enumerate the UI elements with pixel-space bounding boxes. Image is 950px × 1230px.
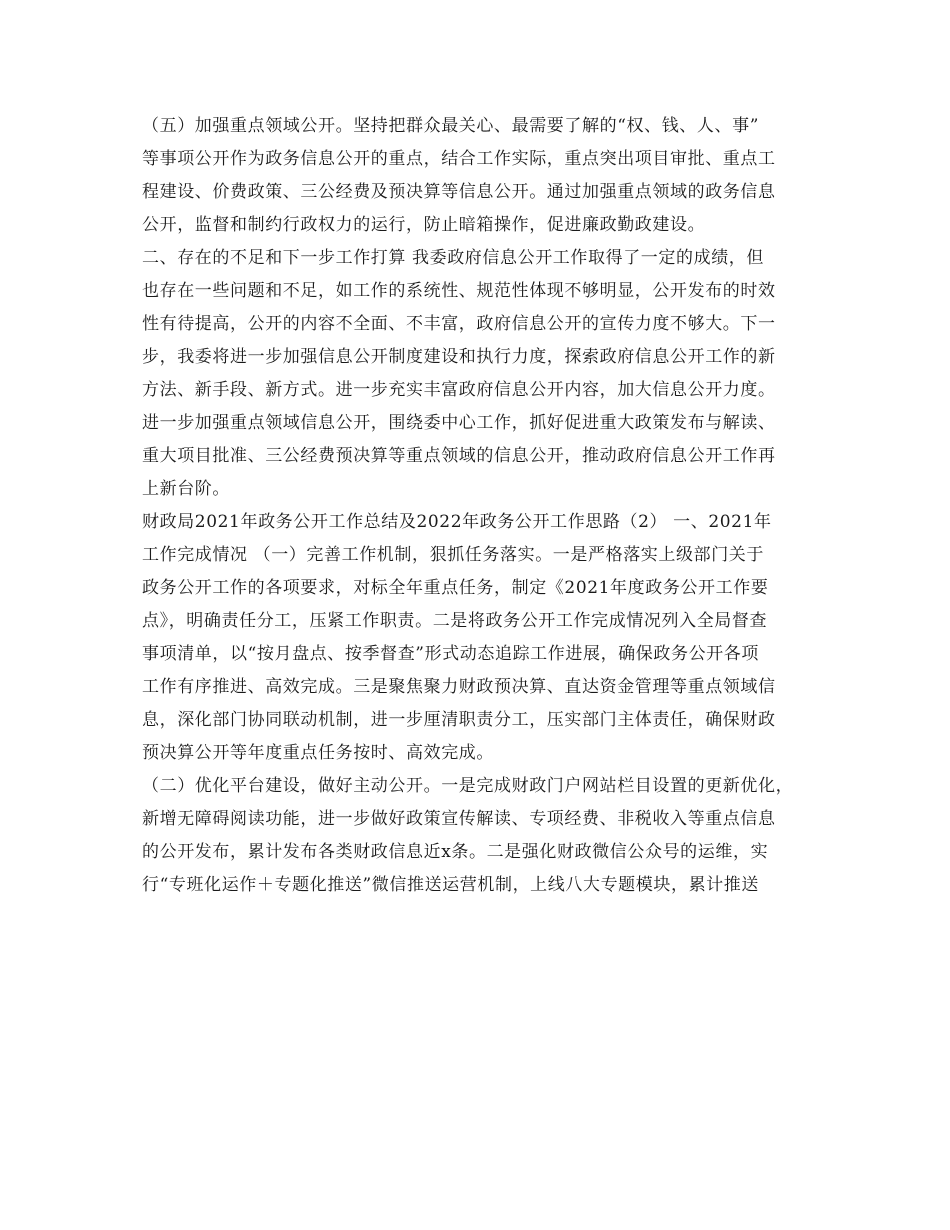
text-line: （二）优化平台建设，做好主动公开。一是完成财政门户网站栏目设置的更新优化， (142, 776, 794, 796)
document-body (142, 110, 842, 902)
text-line: 息，深化部门协同联动机制，进一步厘清职责分工，压实部门主体责任，确保财政 (142, 710, 776, 730)
text-line: 行“专班化运作＋专题化推送”微信推送运营机制，上线八大专题模块，累计推送 (142, 875, 759, 895)
text-line: 工作有序推进、高效完成。三是聚焦聚力财政预决算、直达资金管理等重点领域信 (142, 677, 776, 697)
text-line: 事项清单，以“按月盘点、按季督查”形式动态追踪工作进展，确保政务公开各项 (142, 644, 759, 664)
text-line: 重大项目批准、三公经费预决算等重点领域的信息公开，推动政府信息公开工作再 (142, 446, 776, 466)
text-line: 政务公开工作的各项要求，对标全年重点任务，制定《2021年度政务公开工作要 (142, 578, 769, 598)
text-line: 等事项公开作为政务信息公开的重点，结合工作实际，重点突出项目审批、重点工 (142, 149, 776, 169)
text-line: 财政局2021年政务公开工作总结及2022年政务公开工作思路（2） 一、2021年 (142, 512, 772, 532)
text-line: 方法、新手段、新方式。进一步充实丰富政府信息公开内容，加大信息公开力度。 (142, 380, 776, 400)
text-line: 也存在一些问题和不足，如工作的系统性、规范性体现不够明显，公开发布的时效 (142, 281, 776, 301)
text-line: 预决算公开等年度重点任务按时、高效完成。 (142, 743, 494, 763)
text-line: 程建设、价费政策、三公经费及预决算等信息公开。通过加强重点领域的政务信息 (142, 182, 776, 202)
text-line: 点》，明确责任分工，压紧工作职责。二是将政务公开工作完成情况列入全局督查 (142, 611, 768, 631)
text-line: 工作完成情况 （一）完善工作机制，狠抓任务落实。一是严格落实上级部门关于 (142, 545, 765, 565)
text-line: 步，我委将进一步加强信息公开制度建设和执行力度，探索政府信息公开工作的新 (142, 347, 776, 367)
text-line: （五）加强重点领域公开。坚持把群众最关心、最需要了解的“权、钱、人、事” (142, 116, 759, 136)
text-line: 上新台阶。 (142, 479, 230, 499)
text-line: 二、存在的不足和下一步工作打算 我委政府信息公开工作取得了一定的成绩，但 (142, 248, 765, 268)
text-line: 的公开发布，累计发布各类财政信息近x条。二是强化财政微信公众号的运维，实 (142, 842, 769, 862)
text-line: 性有待提高，公开的内容不全面、不丰富，政府信息公开的宣传力度不够大。下一 (142, 314, 776, 334)
text-line: 进一步加强重点领域信息公开，围绕委中心工作，抓好促进重大政策发布与解读、 (142, 413, 776, 433)
text-line: 新增无障碍阅读功能，进一步做好政策宣传解读、专项经费、非税收入等重点信息 (142, 809, 776, 829)
text-line: 公开，监督和制约行政权力的运行，防止暗箱操作，促进廉政勤政建设。 (142, 215, 706, 235)
